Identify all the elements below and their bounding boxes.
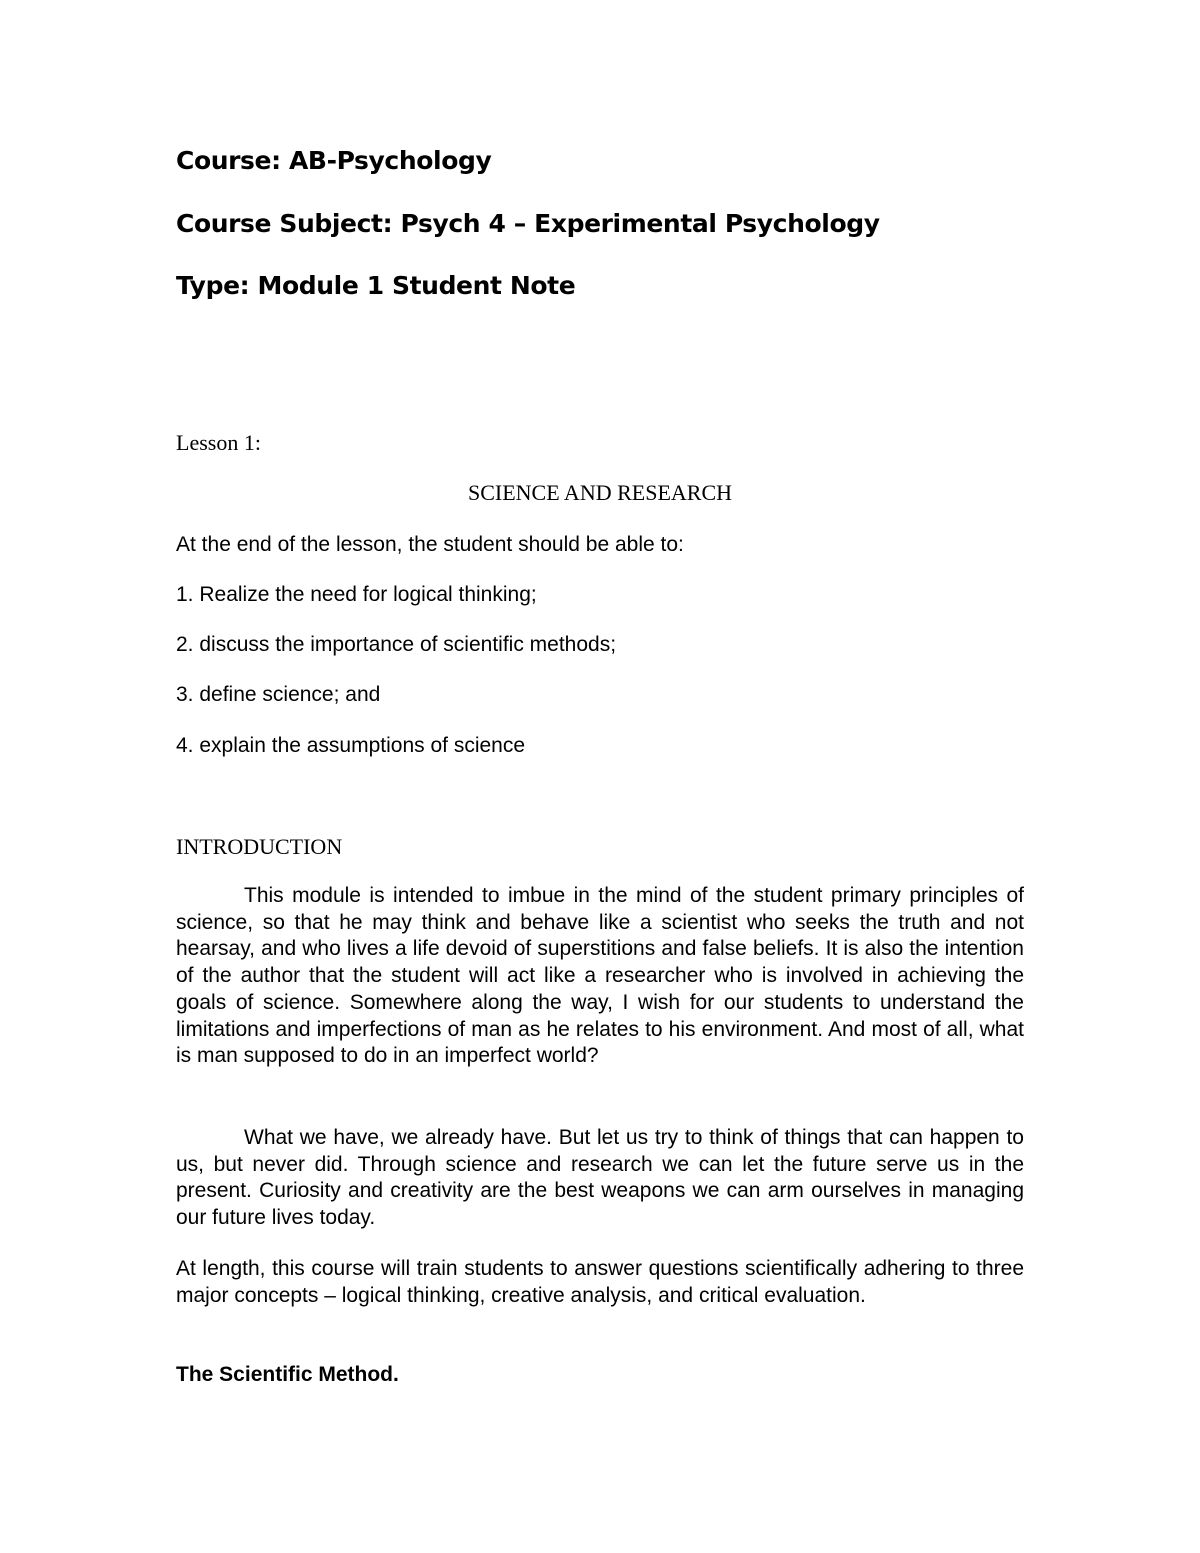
- objective-item: 1. Realize the need for logical thinking;: [176, 583, 537, 606]
- section-heading: The Scientific Method.: [176, 1363, 399, 1386]
- objective-item: 3. define science; and: [176, 683, 381, 706]
- course-subject-line: Course Subject: Psych 4 – Experimental Psychology: [176, 209, 880, 238]
- lesson-label: Lesson 1:: [176, 430, 261, 455]
- lesson-title: SCIENCE AND RESEARCH: [467, 480, 733, 505]
- intro-paragraph: At length, this course will train students to answer questions scientifically adhering to three major concepts – logical thinking, creative analysis, and critical evaluation.: [176, 1257, 1024, 1307]
- type-line: Type: Module 1 Student Note: [176, 271, 576, 300]
- objective-item: 2. discuss the importance of scientific methods;: [176, 633, 617, 656]
- course-line: Course: AB-Psychology: [176, 146, 492, 175]
- objective-item: 4. explain the assumptions of science: [176, 734, 526, 757]
- introduction-heading: INTRODUCTION: [176, 834, 343, 859]
- objectives-intro: At the end of the lesson, the student should be able to:: [176, 533, 684, 556]
- intro-paragraph: What we have, we already have. But let us try to think of things that can happen to us, but never did. Through science and research we can let the future serve us in the present. Curiosity and creativity are the best weapons we can arm ourselves in managing our future lives today.: [176, 1126, 1024, 1230]
- intro-paragraph: This module is intended to imbue in the mind of the student primary principles of science, so that he may think and behave like a scientist who seeks the truth and not hearsay, and who lives a life devoid of superstitions and false beliefs. It is also the intention of the author that the student will act like a researcher who is involved in achieving the goals of science. Somewhere along the way, I wish for our students to understand the limitations and imperfections of man as he relates to his environment. And most of all, what is man supposed to do in an imperfect world?: [176, 884, 1024, 1068]
